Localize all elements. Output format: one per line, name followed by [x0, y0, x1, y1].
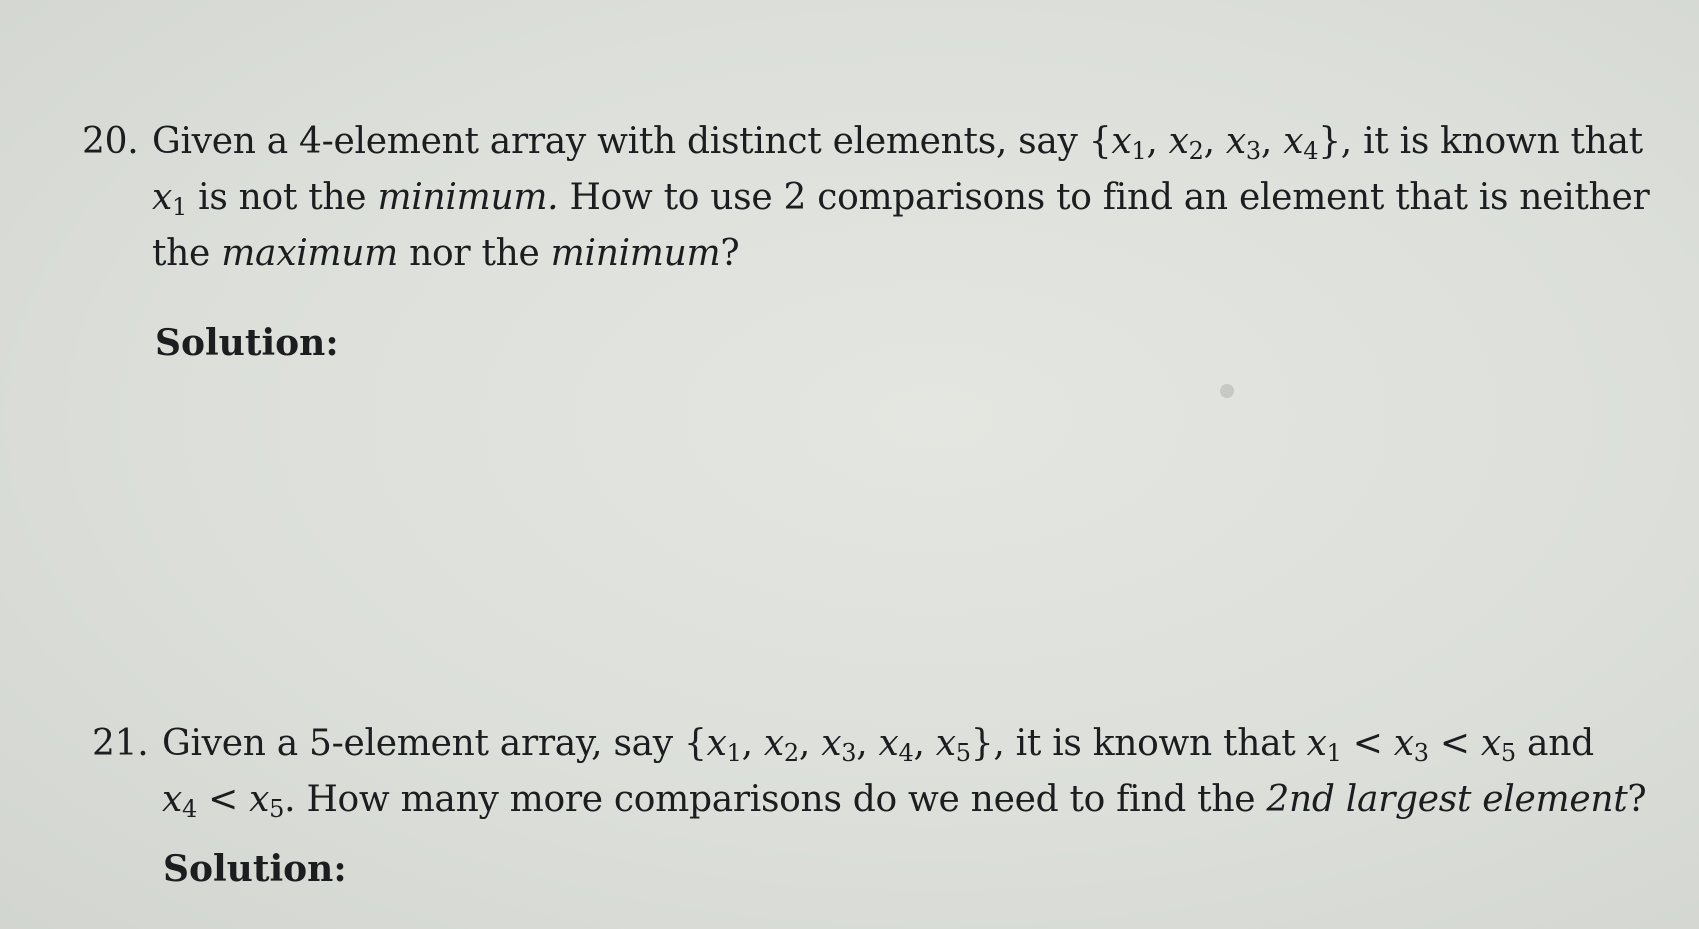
- question-text: ?: [1627, 779, 1647, 820]
- question-text: Given a 4-element array with distinct elements, say {: [152, 121, 1112, 162]
- math-subscript: 4: [182, 795, 197, 823]
- emphasis-text: minimum.: [377, 177, 559, 218]
- question-text: }, it is known that: [1318, 121, 1643, 162]
- math-subscript: 3: [1413, 739, 1429, 767]
- math-subscript: 1: [1131, 137, 1147, 165]
- comma: ,: [1260, 121, 1284, 162]
- math-var: x: [162, 779, 183, 820]
- math-var: x: [1283, 121, 1304, 162]
- comma: ,: [1203, 121, 1226, 162]
- comma: ,: [1146, 121, 1169, 162]
- math-subscript: 1: [1326, 739, 1342, 767]
- math-subscript: 1: [172, 193, 187, 221]
- question-text: Given a 5-element array, say {: [162, 723, 707, 764]
- math-var: x: [1480, 723, 1501, 764]
- math-var: x: [878, 723, 899, 764]
- question-line-3: [152, 226, 739, 282]
- math-subscript: 2: [1188, 137, 1204, 165]
- math-var: x: [152, 177, 173, 218]
- math-var: x: [706, 723, 727, 764]
- question-line-1: [152, 114, 1643, 170]
- math-var: x: [1306, 723, 1327, 764]
- math-var: x: [1393, 723, 1414, 764]
- comma: ,: [798, 723, 822, 764]
- math-subscript: 4: [898, 739, 914, 767]
- math-subscript: 3: [1245, 137, 1261, 165]
- emphasis-text: minimum: [550, 233, 721, 274]
- math-subscript: 1: [726, 739, 742, 767]
- math-var: x: [249, 779, 270, 820]
- question-line-2: [152, 170, 1649, 226]
- question-text: and: [1515, 723, 1594, 764]
- less-than-sign: <: [1428, 723, 1481, 764]
- problem-number: 20.: [82, 121, 139, 162]
- math-subscript: 5: [1500, 739, 1516, 767]
- math-subscript: 4: [1303, 137, 1319, 165]
- math-subscript: 5: [955, 739, 971, 767]
- comma: ,: [913, 723, 936, 764]
- question-text: is not the: [187, 177, 378, 218]
- math-var: x: [821, 723, 842, 764]
- math-var: x: [1111, 121, 1132, 162]
- question-text: }, it is known that: [970, 723, 1307, 764]
- question-text: nor the: [397, 233, 551, 274]
- question-text: the: [152, 233, 222, 274]
- question-text: How to use 2 comparisons to find an element that is neither: [558, 177, 1650, 218]
- question-line-2: [162, 772, 1646, 828]
- question-text: . How many more comparisons do we need to find the: [284, 779, 1267, 820]
- less-than-sign: <: [197, 779, 250, 820]
- solution-label: Solution:: [155, 322, 339, 364]
- math-var: x: [1225, 121, 1246, 162]
- math-subscript: 3: [841, 739, 857, 767]
- math-subscript: 5: [269, 795, 285, 823]
- emphasis-text: 2nd largest element: [1266, 779, 1628, 820]
- less-than-sign: <: [1341, 723, 1394, 764]
- paper-speck: [1220, 384, 1234, 398]
- solution-label: Solution:: [163, 848, 347, 890]
- question-line-1: [162, 716, 1594, 772]
- problem-number: 21.: [92, 723, 149, 764]
- emphasis-text: maximum: [221, 233, 398, 274]
- math-var: x: [1168, 121, 1189, 162]
- question-text: ?: [720, 233, 740, 274]
- comma: ,: [856, 723, 879, 764]
- math-var: x: [763, 723, 784, 764]
- math-var: x: [935, 723, 956, 764]
- comma: ,: [741, 723, 764, 764]
- math-subscript: 2: [783, 739, 799, 767]
